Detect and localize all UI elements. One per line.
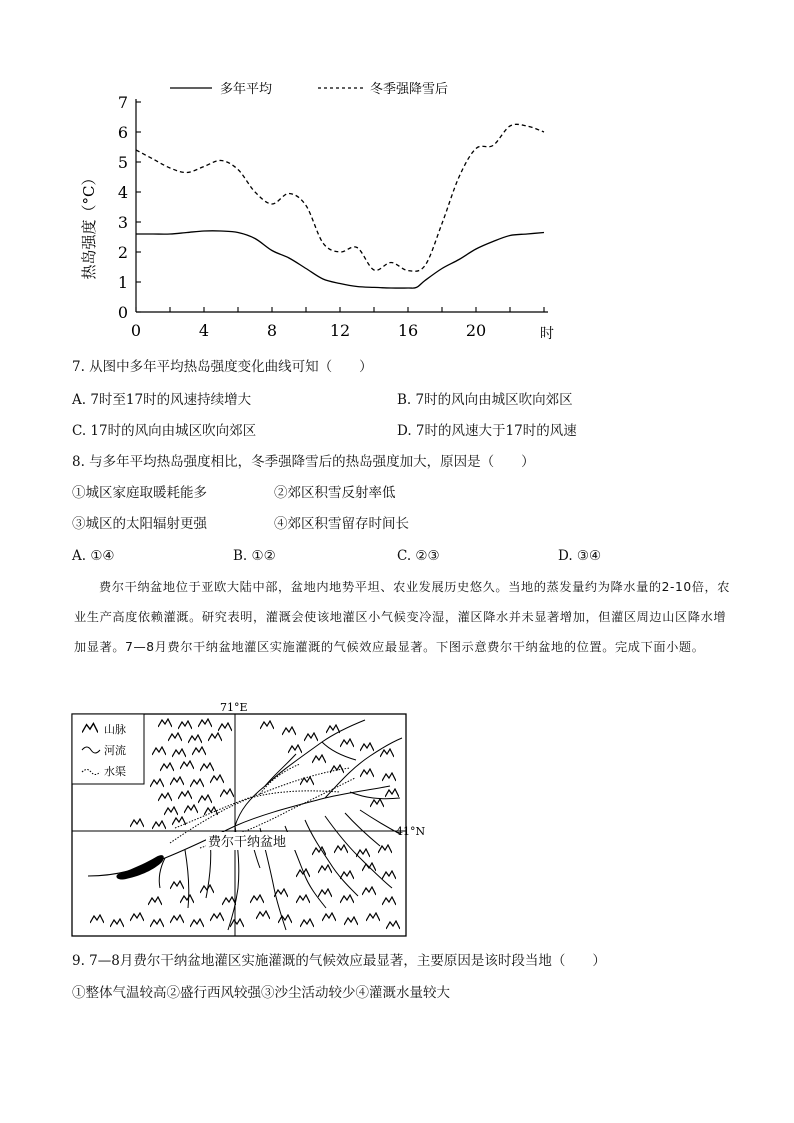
legend-river: 河流 [104,744,126,757]
x-tick-label: 20 [465,321,487,340]
legend-label-avg: 多年平均 [220,82,273,97]
series-line-average [136,231,544,288]
q8-item-3: ③城区的太阳辐射更强 [72,516,207,532]
longitude-label: 71°E [220,701,248,714]
q7-option-a: A. 7时至17时的风速持续增大 [72,392,252,408]
y-tick-label: 5 [117,153,128,172]
q7-option-d: D. 7时的风速大于17时的风速 [397,423,577,439]
legend-canal: 水渠 [104,765,126,778]
x-unit-label: 时 [540,326,554,342]
x-tick-label: 4 [198,321,210,340]
x-tick-label: 16 [397,321,419,340]
x-tick-label: 12 [329,321,351,340]
legend-mountain: 山脉 [104,723,126,736]
q8-option-d: D. ③④ [558,548,602,564]
y-axis-label: 热岛强度（°C） [80,170,98,280]
y-tick-label: 4 [117,183,128,202]
x-tick-label: 0 [130,321,142,340]
y-tick-label: 2 [117,243,128,262]
q9-stem: 9. 7—8月费尔干纳盆地灌区实施灌溉的气候效应最显著，主要原因是该时段当地（ ） [72,953,606,969]
fergana-basin-map [60,698,426,940]
q8-option-c: C. ②③ [397,548,440,564]
q8-option-a: A. ①④ [72,548,115,564]
y-tick-label: 7 [117,93,128,112]
q8-item-4: ④郊区积雪留存时间长 [274,516,409,532]
y-tick-label: 0 [117,303,128,322]
q7-option-b: B. 7时的风向由城区吹向郊区 [397,392,573,408]
y-tick-label: 3 [117,213,128,232]
heat-island-chart [60,75,580,350]
x-tick-label: 8 [266,321,278,340]
q7-stem: 7. 从图中多年平均热岛强度变化曲线可知（ ） [72,359,373,375]
q8-item-1: ①城区家庭取暖耗能多 [72,485,207,501]
q8-item-2: ②郊区积雪反射率低 [274,485,396,501]
y-tick-label: 6 [117,123,128,142]
basin-label: 费尔干纳盆地 [208,835,287,850]
q8-stem: 8. 与多年平均热岛强度相比，冬季强降雪后的热岛强度加大，原因是（ ） [72,454,535,470]
chart-legend [170,81,448,97]
latitude-label: 41°N [396,825,426,838]
passage: 费尔干纳盆地位于亚欧大陆中部，盆地内地势平坦、农业发展历史悠久。当地的蒸发量约为降水量的2-10倍，农业生产高度依赖灌溉。研究表明，灌溉会使该地灌区小气候变冷湿，灌区降水并未显著增加，但灌区周边山区降水增加显著。7—8月费尔干纳盆地灌区实施灌溉的气候效应最显著。下图示意费尔干纳盆地的位置。完成下面小题。 [74,580,731,654]
y-ticks [118,93,141,322]
q8-option-b: B. ①② [233,548,276,564]
q7-option-c: C. 17时的风向由城区吹向郊区 [72,423,257,439]
series-line-after-snow [136,124,544,271]
y-tick-label: 1 [117,273,128,292]
plot-area [136,124,544,288]
q9-items: ①整体气温较高②盛行西风较强③沙尘活动较少④灌溉水量较大 [72,985,450,1001]
legend-label-snow: 冬季强降雪后 [370,82,449,97]
